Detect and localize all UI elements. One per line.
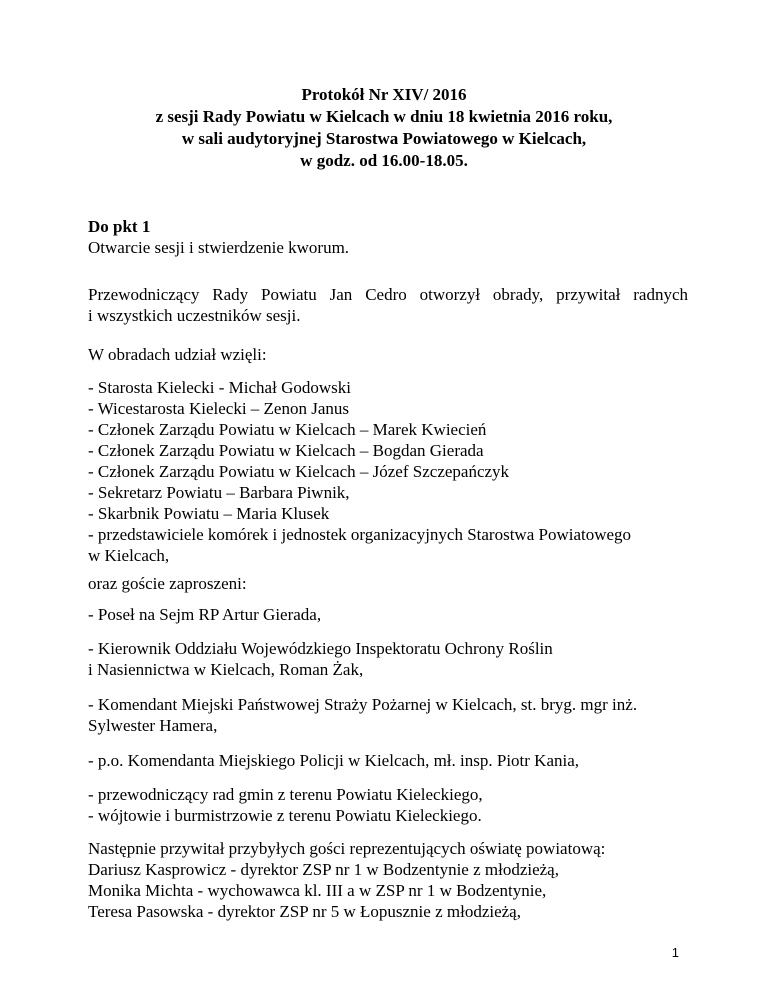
guest-item [88,784,688,826]
guest-item [88,694,688,736]
participants-intro [88,344,688,365]
guests-intro [88,573,688,594]
section-subheading: Otwarcie sesji i stwierdzenie kworum. [88,238,350,257]
opening-paragraph [88,284,688,326]
guest-item [88,750,688,771]
title-line: w godz. od 16.00-18.05. [300,151,468,170]
page-number: 1 [671,945,679,960]
list-item: - Skarbnik Powiatu – Maria Klusek [88,504,330,523]
list-item: - Komendant Miejski Państwowej Straży Pożarnej w Kielcach, st. bryg. mgr inż. [88,695,638,714]
paragraph-line: Przewodniczący Rady Powiatu Jan Cedro otworzył obrady, przywitał radnych [88,285,688,304]
list-item: - Sekretarz Powiatu – Barbara Piwnik, [88,483,350,502]
list-item: - Członek Zarządu Powiatu w Kielcach – Marek Kwiecień [88,420,487,439]
list-item: - Kierownik Oddziału Wojewódzkiego Inspektoratu Ochrony Roślin [88,639,553,658]
list-item: - Starosta Kielecki - Michał Godowski [88,378,351,397]
participants-list [88,377,688,566]
paragraph-line: Dariusz Kasprowicz - dyrektor ZSP nr 1 w Bodzentynie z młodzieżą, [88,860,559,879]
list-item: - Członek Zarządu Powiatu w Kielcach – Bogdan Gierada [88,441,484,460]
paragraph-line: W obradach udział wzięli: [88,345,267,364]
list-item: - przedstawiciele komórek i jednostek organizacyjnych Starostwa Powiatowego [88,525,632,544]
closing-paragraph [88,838,688,922]
list-item: Sylwester Hamera, [88,716,218,735]
list-item: - przewodniczący rad gmin z terenu Powiatu Kieleckiego, [88,785,483,804]
list-item: - Wicestarosta Kielecki – Zenon Janus [88,399,350,418]
paragraph-line: Monika Michta - wychowawca kl. III a w ZSP nr 1 w Bodzentynie, [88,881,547,900]
paragraph-line: Następnie przywitał przybyłych gości reprezentujących oświatę powiatową: [88,839,606,858]
title-line: z sesji Rady Powiatu w Kielcach w dniu 18 kwietnia 2016 roku, [155,107,613,126]
paragraph-line: Teresa Pasowska - dyrektor ZSP nr 5 w Łopusznie z młodzieżą, [88,902,521,921]
document-title [0,84,768,172]
list-item: - Członek Zarządu Powiatu w Kielcach – Józef Szczepańczyk [88,462,510,481]
guest-item [88,638,688,680]
title-line: Protokół Nr XIV/ 2016 [301,85,467,104]
guest-item [88,604,688,625]
list-item: - p.o. Komendanta Miejskiego Policji w Kielcach, mł. insp. Piotr Kania, [88,751,580,770]
paragraph-line: i wszystkich uczestników sesji. [88,306,301,325]
section-header [88,216,688,258]
paragraph-line: oraz goście zaproszeni: [88,574,247,593]
list-item: w Kielcach, [88,546,170,565]
list-item: - Poseł na Sejm RP Artur Gierada, [88,605,322,624]
title-line: w sali audytoryjnej Starostwa Powiatowego w Kielcach, [181,129,587,148]
list-item: i Nasiennictwa w Kielcach, Roman Żak, [88,660,364,679]
section-heading: Do pkt 1 [88,217,151,236]
list-item: - wójtowie i burmistrzowie z terenu Powiatu Kieleckiego. [88,806,482,825]
